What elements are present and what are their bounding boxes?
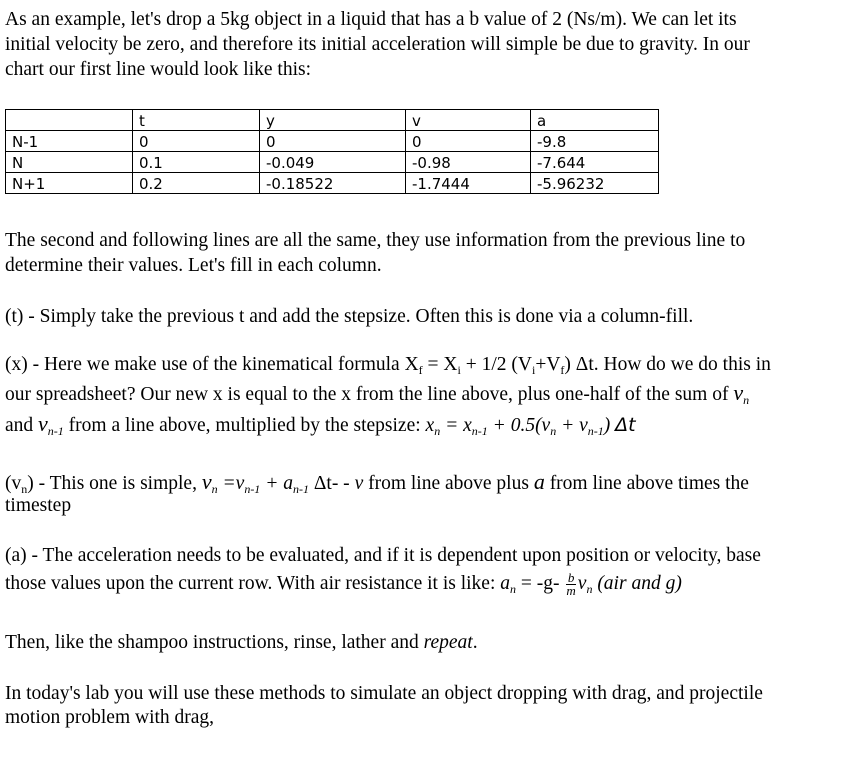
lab-para-line-2: motion problem with drag, bbox=[5, 707, 215, 728]
second-para-line-1: The second and following lines are all the same, they use information from the previous line to bbox=[5, 230, 746, 251]
t-paragraph: (t) - Simply take the previous t and add the stepsize. Often this is done via a column-fill. bbox=[5, 306, 694, 327]
table-cell: N-1 bbox=[6, 131, 133, 152]
table-cell: -7.644 bbox=[531, 152, 659, 173]
euler-table bbox=[5, 109, 659, 194]
b-over-m-fraction: $\frac{b}{m}$ bbox=[566, 570, 576, 599]
table-header-cell: a bbox=[531, 110, 659, 131]
table-row bbox=[6, 173, 659, 194]
x-formula: $x_n = x_{n-1} + 0.5(v_n + v_{n-1})$ Δt bbox=[425, 414, 636, 438]
table-header-cell: t bbox=[133, 110, 260, 131]
table-header-cell: v bbox=[406, 110, 531, 131]
table-header-cell bbox=[6, 110, 133, 131]
lab-para-line-1: In today's lab you will use these methods to simulate an object dropping with drag, and projectile bbox=[5, 683, 763, 704]
table-cell: N bbox=[6, 152, 133, 173]
table-cell: 0.2 bbox=[133, 173, 260, 194]
table-cell: -0.18522 bbox=[260, 173, 406, 194]
intro-line-2: initial velocity be zero, and therefore its initial acceleration will simple be due to gravity. In our bbox=[5, 34, 750, 55]
second-para-line-2: determine their values. Let's fill in each column. bbox=[5, 255, 382, 276]
table-cell: 0 bbox=[406, 131, 531, 152]
table-header-cell: y bbox=[260, 110, 406, 131]
x-para-line-2: our spreadsheet? Our new x is equal to the x from the line above, plus one-half of the sum of $v_n$ bbox=[5, 380, 750, 407]
a-para-line-2: those values upon the current row. With air resistance it is like: $a_n = -g-$ $\frac{b}{m}$ $v_n$ (air and g) bbox=[5, 570, 682, 599]
intro-line-3: chart our first line would look like this: bbox=[5, 59, 311, 80]
table-row bbox=[6, 152, 659, 173]
table-cell: -0.049 bbox=[260, 152, 406, 173]
table-cell: N+1 bbox=[6, 173, 133, 194]
table-header-row bbox=[6, 110, 659, 131]
table-cell: -5.96232 bbox=[531, 173, 659, 194]
table-cell: 0 bbox=[260, 131, 406, 152]
vn-para-line-2: timestep bbox=[5, 495, 72, 516]
x-para-line-3: and $v_{n-1}$ from a line above, multiplied by the stepsize: $x_n = x_{n-1} + 0.5(v_n + v_{n-1})$ Δt bbox=[5, 411, 636, 438]
intro-line-1: As an example, let's drop a 5kg object in a liquid that has a b value of 2 (Ns/m). We can let its bbox=[5, 9, 737, 30]
a-para-line-1: (a) - The acceleration needs to be evaluated, and if it is dependent upon position or velocity, base bbox=[5, 545, 761, 566]
vn-para-line-1: $(v_n)$ - This one is simple, $v_n =v_{n-1} + a_{n-1}$ Δt- - v from line above plus a from line above times the bbox=[5, 469, 749, 496]
acceleration-formula: $a_n = -g-$ $\frac{b}{m}$ $v_n$ (air and g) bbox=[500, 570, 682, 599]
table-cell: -9.8 bbox=[531, 131, 659, 152]
table-cell: -1.7444 bbox=[406, 173, 531, 194]
table-cell: -0.98 bbox=[406, 152, 531, 173]
repeat-paragraph: Then, like the shampoo instructions, rinse, lather and repeat. bbox=[5, 632, 478, 653]
x-para-line-1: (x) - Here we make use of the kinematical formula $X_f = X_i + 1/2$ $(V_i+V_f)$ Δt. How do we do this in bbox=[5, 354, 771, 377]
table-cell: 0 bbox=[133, 131, 260, 152]
table-row bbox=[6, 131, 659, 152]
table-cell: 0.1 bbox=[133, 152, 260, 173]
